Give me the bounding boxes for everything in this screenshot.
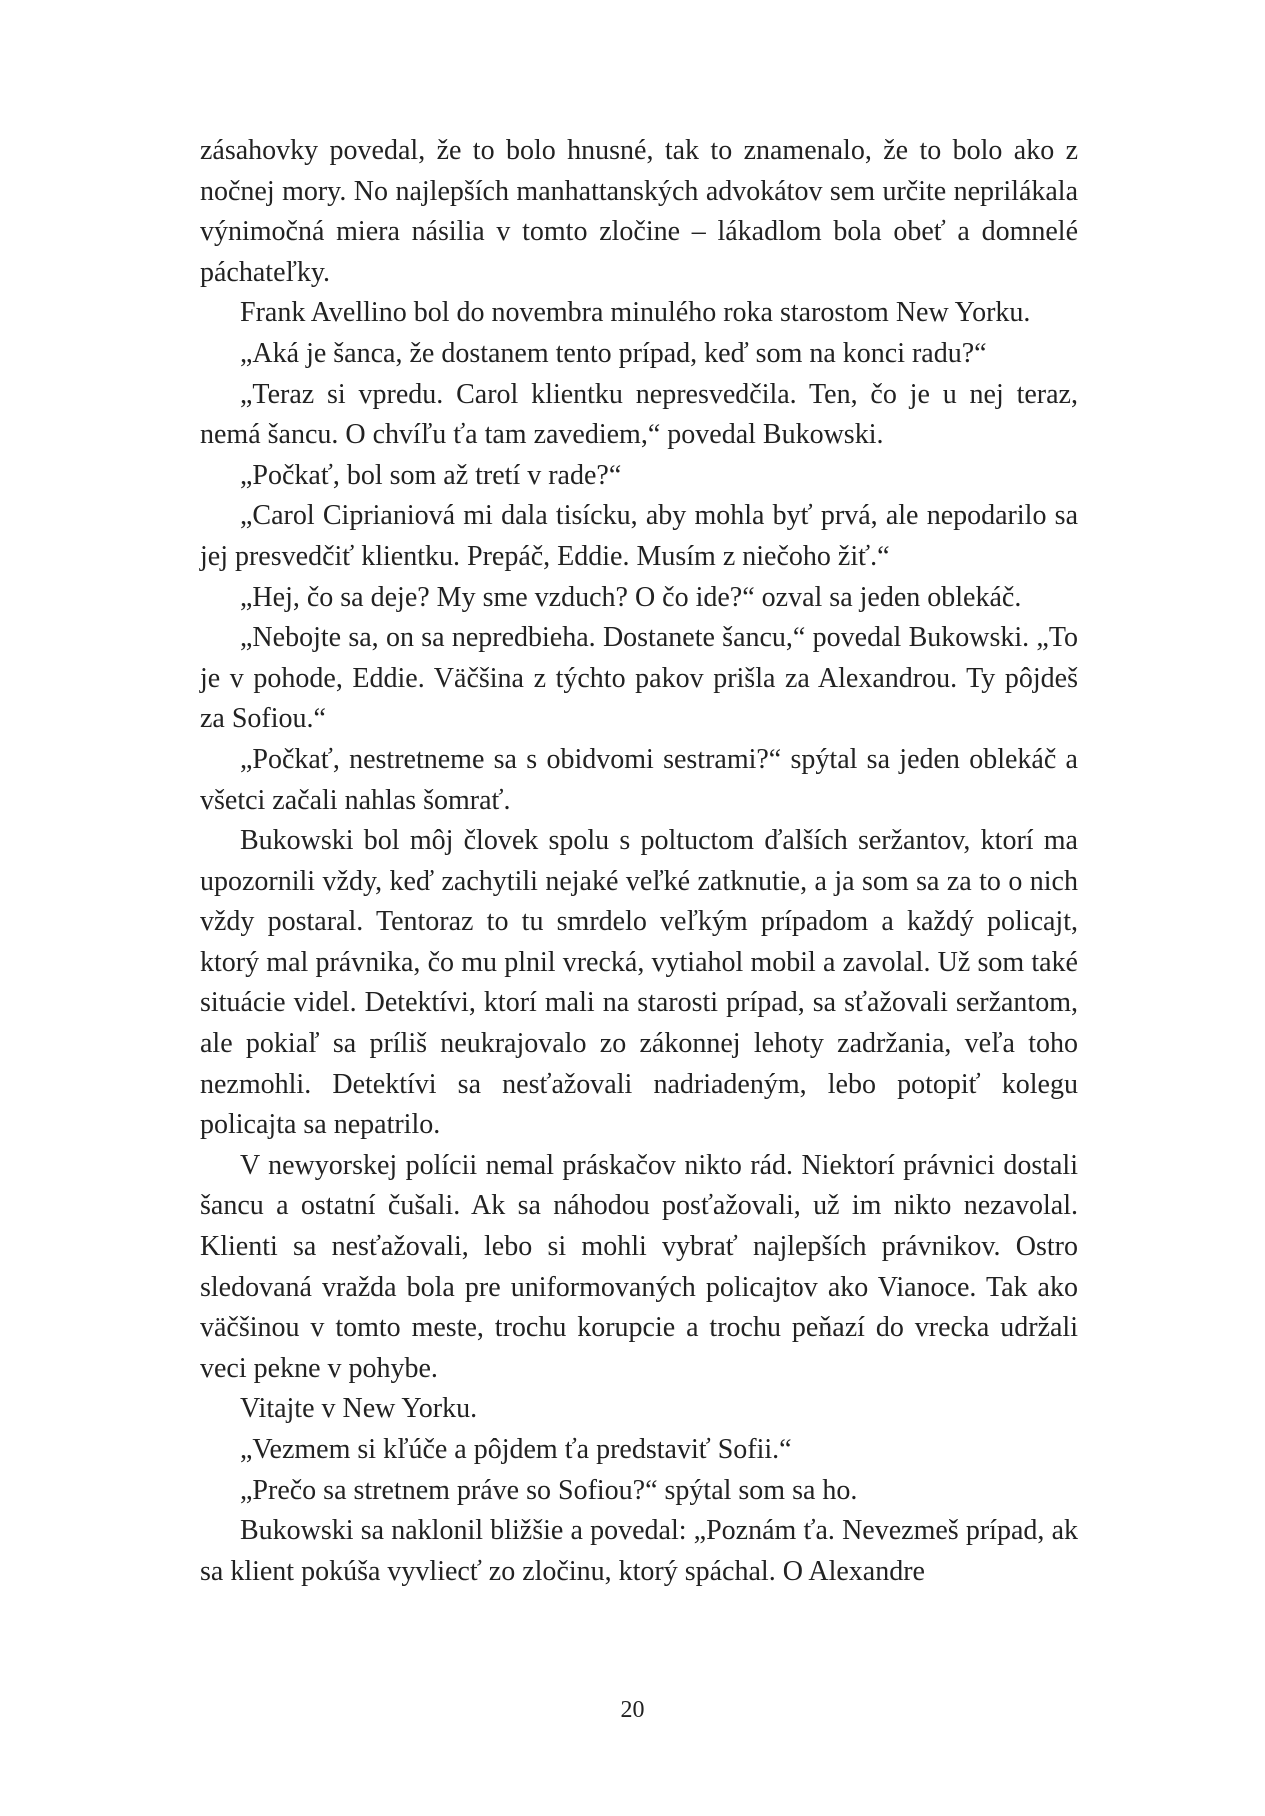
paragraph: „Nebojte sa, on sa nepredbieha. Dostanete šancu,“ povedal Bukowski. „To je v pohode, Eddie. Väčšina z týchto pakov prišla za Alexandrou. Ty pôjdeš za Sofiou.“ — [200, 622, 1078, 735]
paragraph: „Carol Ciprianiová mi dala tisícku, aby mohla byť prvá, ale nepodarilo sa jej presvedčiť klientku. Prepáč, Eddie. Musím z niečoho žiť.“ — [200, 500, 1078, 572]
page-body — [200, 131, 1078, 1592]
paragraph: „Prečo sa stretnem práve so Sofiou?“ spýtal som sa ho. — [240, 1474, 858, 1506]
page-number: 20 — [620, 1697, 645, 1723]
paragraph: Bukowski sa naklonil bližšie a povedal: „Poznám ťa. Nevezmeš prípad, ak sa klient pokúša vyvliecť zo zločinu, ktorý spáchal. O Alexandre — [200, 1515, 1078, 1587]
paragraph: „Aká je šanca, že dostanem tento prípad, keď som na konci radu?“ — [240, 337, 987, 369]
paragraph: „Teraz si vpredu. Carol klientku nepresvedčila. Ten, čo je u nej teraz, nemá šancu. O chvíľu ťa tam zavediem,“ povedal Bukowski. — [200, 378, 1078, 451]
paragraph: „Vezmem si kľúče a pôjdem ťa predstaviť Sofii.“ — [240, 1434, 792, 1465]
paragraph: Vitajte v New Yorku. — [240, 1393, 478, 1425]
paragraph: „Počkať, nestretneme sa s obidvomi sestrami?“ spýtal sa jeden oblekáč a všetci začali nahlas šomrať. — [200, 743, 1078, 816]
paragraph: Bukowski bol môj človek spolu s poltuctom ďalších seržantov, ktorí ma upozornili vždy, keď zachytili nejaké veľké zatknutie, a ja som sa za to o nich vždy postaral. Tentoraz to tu smrdelo veľkým prípadom a každý policajt, ktorý mal právnika, čo mu plnil vrecká, vytiahol mobil a zavolal. Už som také situácie videl. Detektívi, ktorí mali na starosti prípad, sa sťažovali seržantom, ale pokiaľ sa príliš neukrajovalo zo zákonnej lehoty zadržania, veľa toho nezmohli. Detektívi sa nesťažovali nadriadeným, lebo potopiť kolegu policajta sa nepatrilo. — [200, 825, 1078, 1141]
paragraph: zásahovky povedal, že to bolo hnusné, tak to znamenalo, že to bolo ako z nočnej mory. No najlepších manhattanských advokátov sem určite neprilákala výnimočná miera násilia v tomto zločine – lákadlom bola obeť a domnelé páchateľky. — [200, 135, 1078, 288]
paragraph: V newyorskej polícii nemal práskačov nikto rád. Niektorí právnici dostali šancu a ostatní čušali. Ak sa náhodou posťažovali, už im nikto nezavolal. Klienti sa nesťažovali, lebo si mohli vybrať najlepších právnikov. Ostro sledovaná vražda bola pre uniformovaných policajtov ako Vianoce. Tak ako väčšinou v tomto meste, trochu korupcie a trochu peňazí do vrecka udržali veci pekne v pohybe. — [200, 1149, 1078, 1384]
paragraph: „Počkať, bol som až tretí v rade?“ — [240, 459, 622, 491]
paragraph: Frank Avellino bol do novembra minulého roka starostom New Yorku. — [240, 297, 1031, 329]
paragraph: „Hej, čo sa deje? My sme vzduch? O čo ide?“ ozval sa jeden oblekáč. — [240, 581, 1022, 613]
